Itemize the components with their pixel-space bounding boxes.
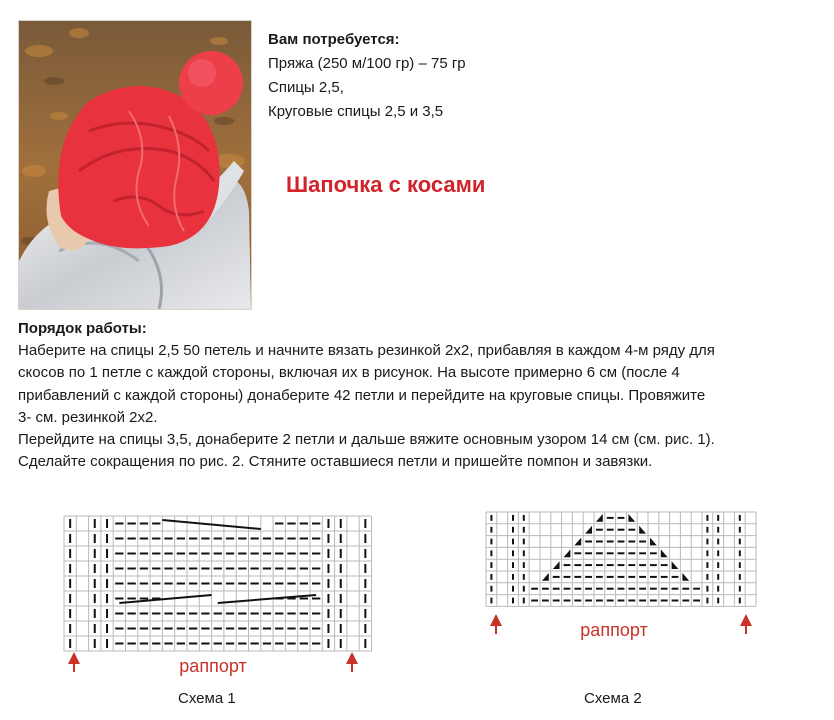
instruction-line: скосов по 1 петле с каждой стороны, включая их в рисунок. На высоте примерно 6 см (после 4 [18,364,680,382]
materials-item: Спицы 2,5, [268,79,344,96]
instruction-line: Перейдите на спицы 3,5, донаберите 2 петли и дальше вяжите основным узором 14 см (см. рис. 1). [18,431,715,449]
scheme-2-caption: Схема 2 [584,690,642,707]
instruction-line: Сделайте сокращения по рис. 2. Стяните оставшиеся петли и пришейте помпон и завязки. [18,453,653,471]
repeat-arrow-icon [346,652,358,664]
repeat-arrow-icon [490,614,502,626]
page-title: Шапочка с косами [286,172,486,197]
materials-block [268,28,466,124]
rapport-label: раппорт [179,656,247,676]
instruction-line: прибавлений с каждой стороны) донаберите 42 петли и перейдите на круговые спицы. Провяжите [18,386,706,404]
scheme-1-chart [60,512,372,677]
repeat-arrow-icon [68,652,80,664]
hat-photo [18,20,252,310]
scheme-2-chart [484,510,760,640]
scheme-1-caption: Схема 1 [178,690,236,707]
instruction-line: Наберите на спицы 2,5 50 петель и начните вязать резинкой 2х2, прибавляя в каждом 4-м ряду для [18,342,715,360]
materials-heading: Вам потребуется: [268,31,400,48]
materials-item: Круговые спицы 2,5 и 3,5 [268,103,444,120]
instructions-heading: Порядок работы: [18,320,147,337]
instruction-line: 3- см. резинкой 2х2. [18,408,158,426]
rapport-label: раппорт [580,620,648,640]
instructions-block [18,318,818,473]
repeat-arrow-icon [740,614,752,626]
materials-item: Пряжа (250 м/100 гр) – 75 гр [268,55,466,72]
